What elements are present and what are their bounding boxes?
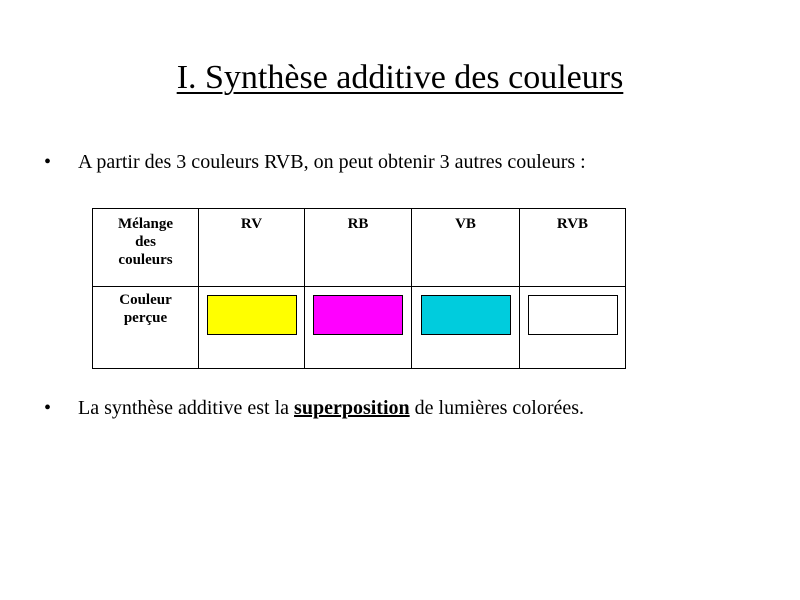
row-header-mixture-line: Mélange — [118, 216, 173, 232]
color-cell-rb — [305, 287, 412, 369]
intro-text: A partir des 3 couleurs RVB, on peut obtenir 3 autres couleurs : — [78, 151, 586, 173]
color-cell-rv — [199, 287, 305, 369]
table-row-mixture — [93, 209, 626, 287]
slide-title: I. Synthèse additive des couleurs — [176, 59, 624, 96]
conclusion-emphasis: superposition — [294, 397, 410, 419]
row-header-mixture-line: couleurs — [118, 252, 173, 268]
row-header-mixture-line: des — [135, 234, 156, 250]
conclusion-text-after: de lumières colorées. — [409, 397, 585, 419]
column-header-vb: VB — [412, 209, 520, 287]
color-cell-rvb — [520, 287, 626, 369]
conclusion-bullet — [44, 396, 584, 420]
color-cell-vb — [412, 287, 520, 369]
color-swatch-yellow — [207, 295, 297, 335]
color-mix-table — [92, 208, 626, 369]
column-header-rb: RB — [305, 209, 412, 287]
row-header-perceived — [93, 287, 199, 369]
color-swatch-magenta — [313, 295, 403, 335]
table-row-perceived-color — [93, 287, 626, 369]
column-header-rv: RV — [199, 209, 305, 287]
color-swatch-cyan — [421, 295, 511, 335]
row-header-mixture — [93, 209, 199, 287]
conclusion-text-before: La synthèse additive est la — [78, 397, 295, 419]
bullet-marker: • — [44, 151, 52, 173]
color-swatch-white — [528, 295, 618, 335]
intro-bullet — [44, 150, 586, 174]
row-header-perceived-line: perçue — [123, 310, 168, 326]
column-header-rvb: RVB — [520, 209, 626, 287]
row-header-perceived-line: Couleur — [119, 292, 172, 308]
bullet-marker: • — [44, 397, 52, 419]
